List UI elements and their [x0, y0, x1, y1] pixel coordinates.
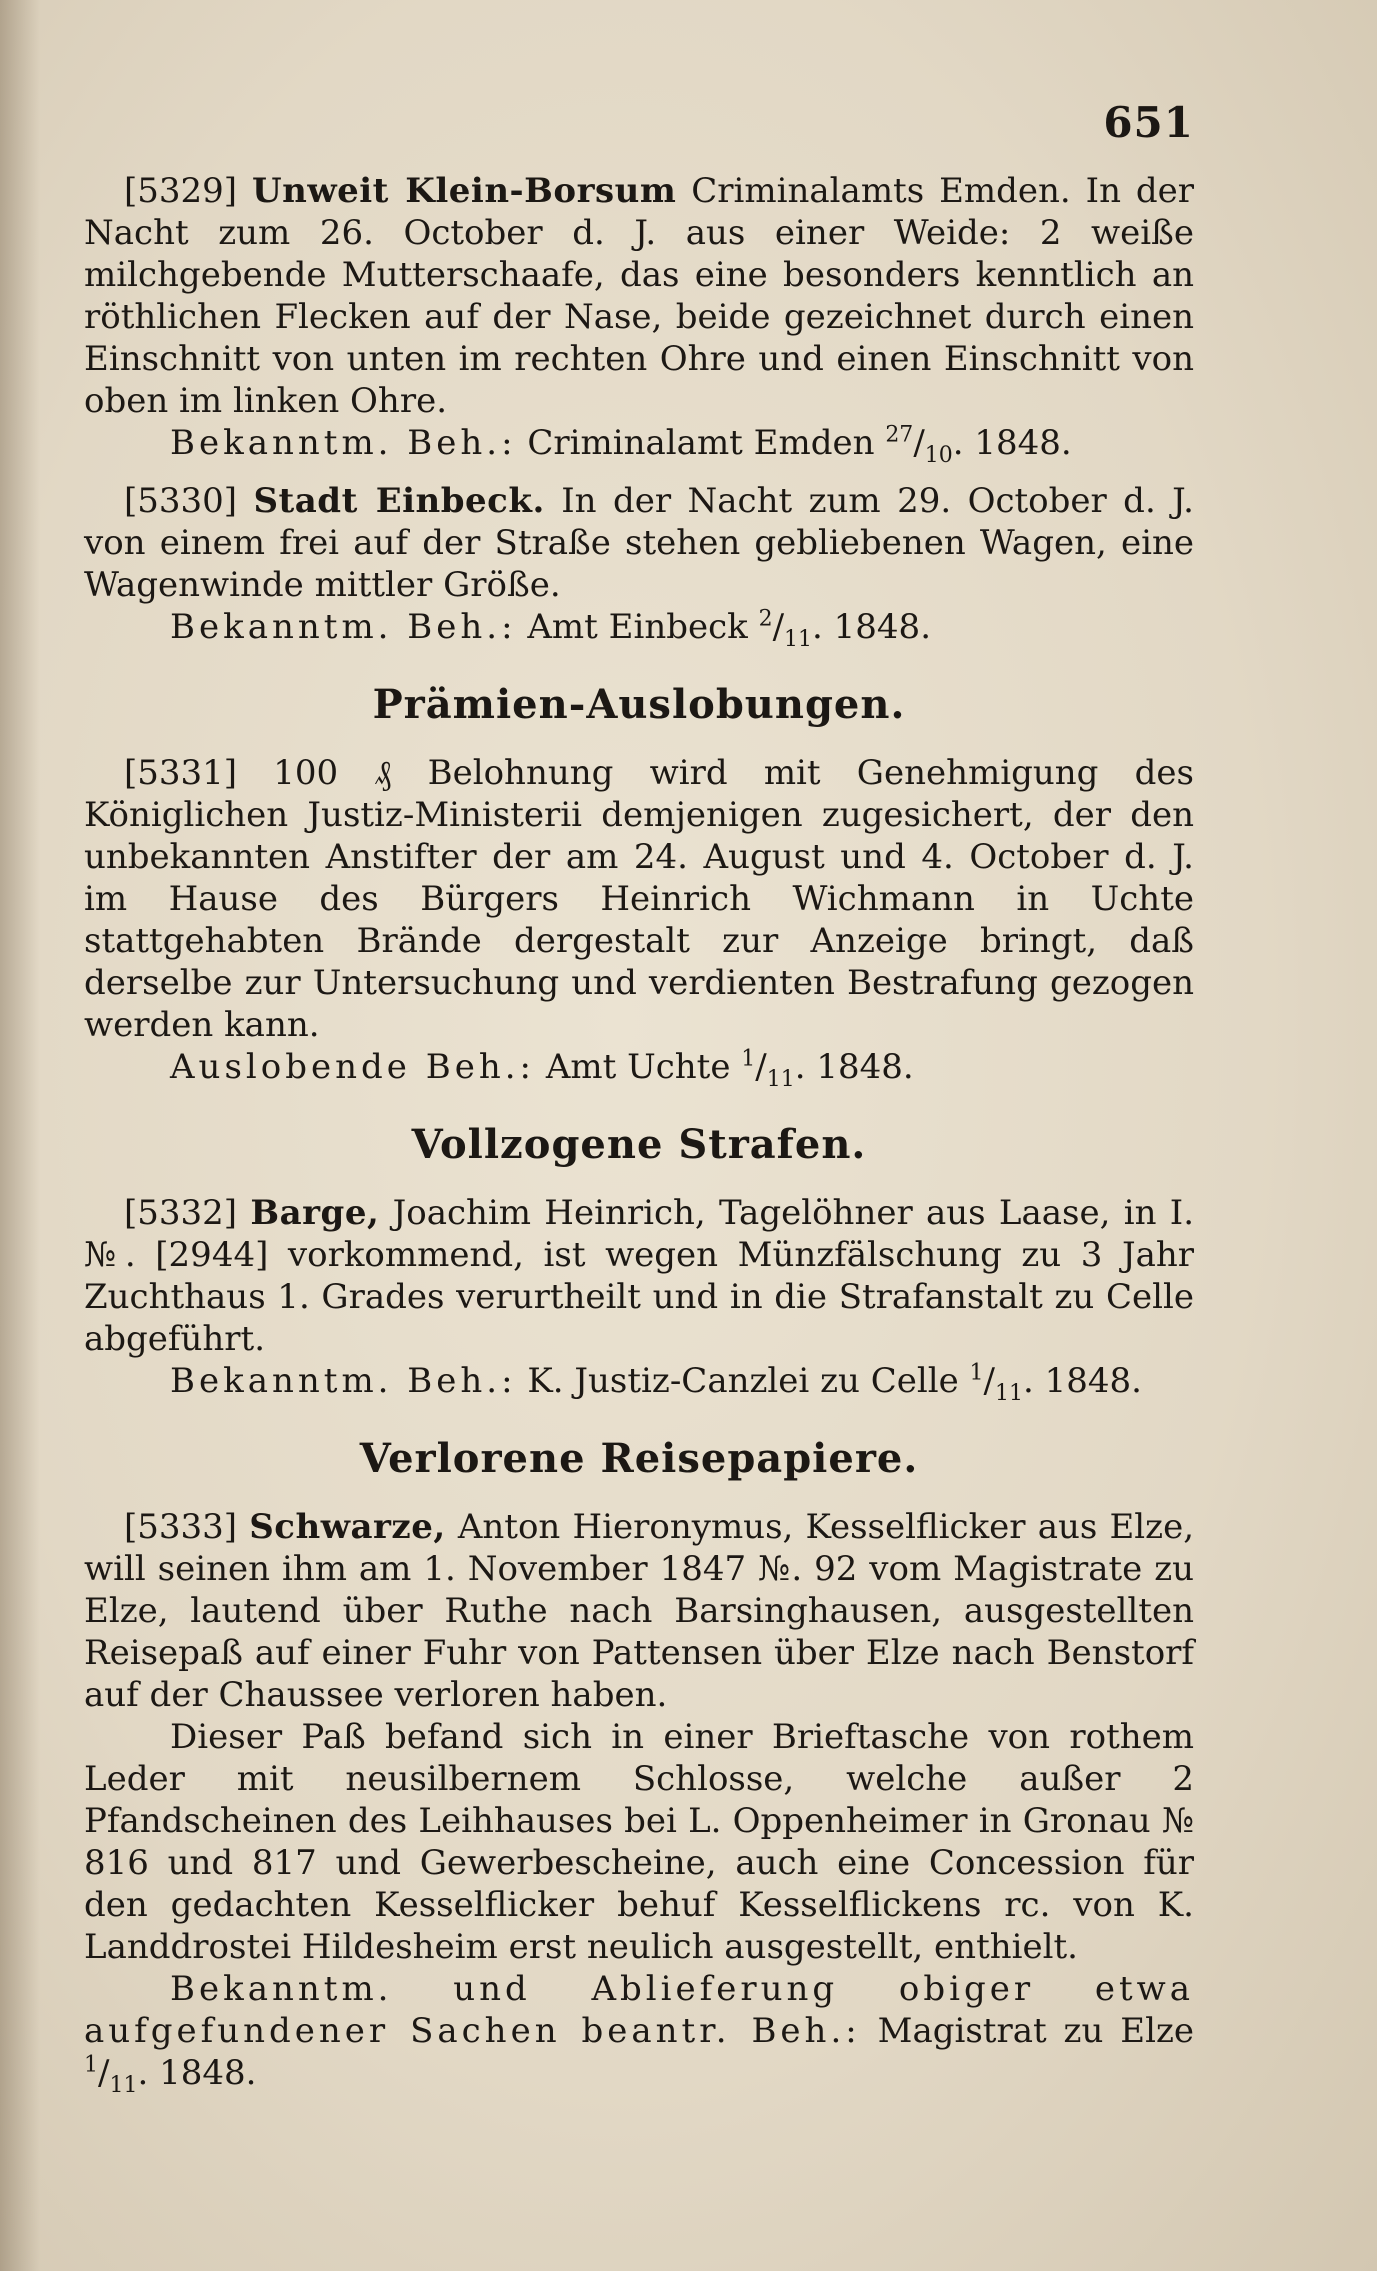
entry-text: In der Nacht zum 29. October d. J. von einem frei auf der Straße stehen gebliebenen Wagen, eine Wagenwinde mittler Größe. — [84, 481, 1194, 605]
authority-label: Bekanntm. Beh.: — [170, 423, 517, 463]
page-text — [84, 170, 1195, 2098]
date-fraction: $^1/_{11}$ — [969, 1360, 1023, 1406]
entry-number: [5329] — [124, 171, 238, 211]
entry-authority — [84, 1046, 1194, 1092]
entry-place: Stadt Einbeck. — [253, 481, 545, 521]
date-fraction: $^{27}/_{10}$ — [885, 422, 953, 468]
entry-5332 — [84, 1192, 1195, 1406]
authority-name: Amt Einbeck — [527, 607, 748, 647]
entry-name: Schwarze, — [249, 1507, 446, 1547]
date-fraction: $^1/_{11}$ — [84, 2052, 138, 2098]
page-number: 651 — [1103, 98, 1194, 147]
entry-text: Anton Hieronymus, Kesselflicker aus Elze, will seinen ihm am 1. November 1847 №. 92 vom Magistrate zu Elze, lautend über Ruthe nach Barsinghausen, ausgestellten Reisepaß auf einer Fuhr von Pattensen über Elze nach Benstorf auf der Chaussee verloren haben. — [84, 1507, 1194, 1715]
entry-text: 100 ₰ Belohnung wird mit Genehmigung des Königlichen Justiz-Ministerii demjenigen zugesichert, der den unbekannten Anstifter der am 24. August und 4. October d. J. im Hause des Bürgers Heinrich Wichmann in Uchte stattgehabten Brände dergestalt zur Anzeige bringt, daß derselbe zur Untersuchung und verdienten Bestrafung gezogen werden kann. — [84, 753, 1194, 1045]
section-heading-praemien: Prämien-Auslobungen. — [372, 681, 906, 728]
entry-text: Criminalamts Emden. In der Nacht zum 26. October d. J. aus einer Weide: 2 weiße milchgebende Mutterschaafe, das eine besonders kenntlich an röthlichen Flecken auf der Nase, beide gezeichnet durch einen Einschnitt von unten im rechten Ohre und einen Einschnitt von oben im linken Ohre. — [84, 171, 1195, 421]
date-year: . 1848. — [952, 423, 1072, 463]
date-fraction: $^2/_{11}$ — [758, 606, 813, 652]
entry-authority — [84, 1968, 1194, 2098]
entry-authority — [84, 422, 1194, 468]
authority-label: Bekanntm. Beh.: — [170, 607, 517, 647]
entry-body — [84, 752, 1194, 1046]
authority-name: Criminalamt Emden — [527, 423, 875, 463]
entry-number: [5332] — [124, 1193, 238, 1233]
entry-5331 — [84, 752, 1194, 1092]
entry-text: Joachim Heinrich, Tagelöhner aus Laase, in I. №. [2944] vorkommend, ist wegen Münzfälschung zu 3 Jahr Zuchthaus 1. Grades verurtheilt und in die Strafanstalt zu Celle abgeführt. — [84, 1193, 1195, 1359]
entry-body — [84, 1192, 1194, 1360]
entry-text-continued: Dieser Paß befand sich in einer Brieftasche von rothem Leder mit neusilbernem Schlosse, welche außer 2 Pfandscheinen des Leihhauses bei L. Oppenheimer in Gronau № 816 und 817 und Gewerbescheine, auch eine Concession für den gedachten Kesselflicker behuf Kesselflickens rc. von K. Landdrostei Hildesheim erst neulich ausgestellt, enthielt. — [84, 1717, 1194, 1967]
authority-label: Bekanntm. Beh.: — [170, 1361, 517, 1401]
entry-number: [5333] — [124, 1507, 238, 1547]
authority-label: Auslobende Beh.: — [170, 1047, 535, 1087]
authority-label: Bekanntm. und Ablieferung obiger etwa aufgefundener Sachen beantr. Beh.: — [84, 1969, 1194, 2051]
entry-body — [84, 480, 1194, 606]
entry-place: Unweit Klein-Borsum — [251, 171, 677, 211]
entry-authority — [84, 606, 1194, 652]
entry-5329 — [84, 170, 1195, 468]
authority-name: Magistrat zu Elze — [877, 2011, 1194, 2051]
date-fraction: $^1/_{11}$ — [741, 1046, 795, 1092]
section-heading-strafen: Vollzogene Strafen. — [411, 1121, 867, 1168]
entry-number: [5331] — [124, 753, 238, 793]
date-year: . 1848. — [1022, 1361, 1142, 1401]
entry-5330 — [84, 480, 1194, 652]
entry-body — [84, 1506, 1194, 1716]
authority-name: Amt Uchte — [545, 1047, 731, 1087]
authority-name: K. Justiz-Canzlei zu Celle — [527, 1361, 959, 1401]
date-year: . 1848. — [812, 607, 931, 647]
date-year: . 1848. — [794, 1047, 914, 1087]
entry-number: [5330] — [124, 481, 238, 521]
section-heading-reisepapiere: Verlorene Reisepapiere. — [359, 1435, 919, 1482]
date-year: . 1848. — [137, 2053, 257, 2093]
entry-name: Barge, — [250, 1193, 380, 1233]
entry-5333 — [84, 1506, 1194, 2098]
entry-body — [84, 170, 1194, 422]
entry-authority — [84, 1360, 1194, 1406]
